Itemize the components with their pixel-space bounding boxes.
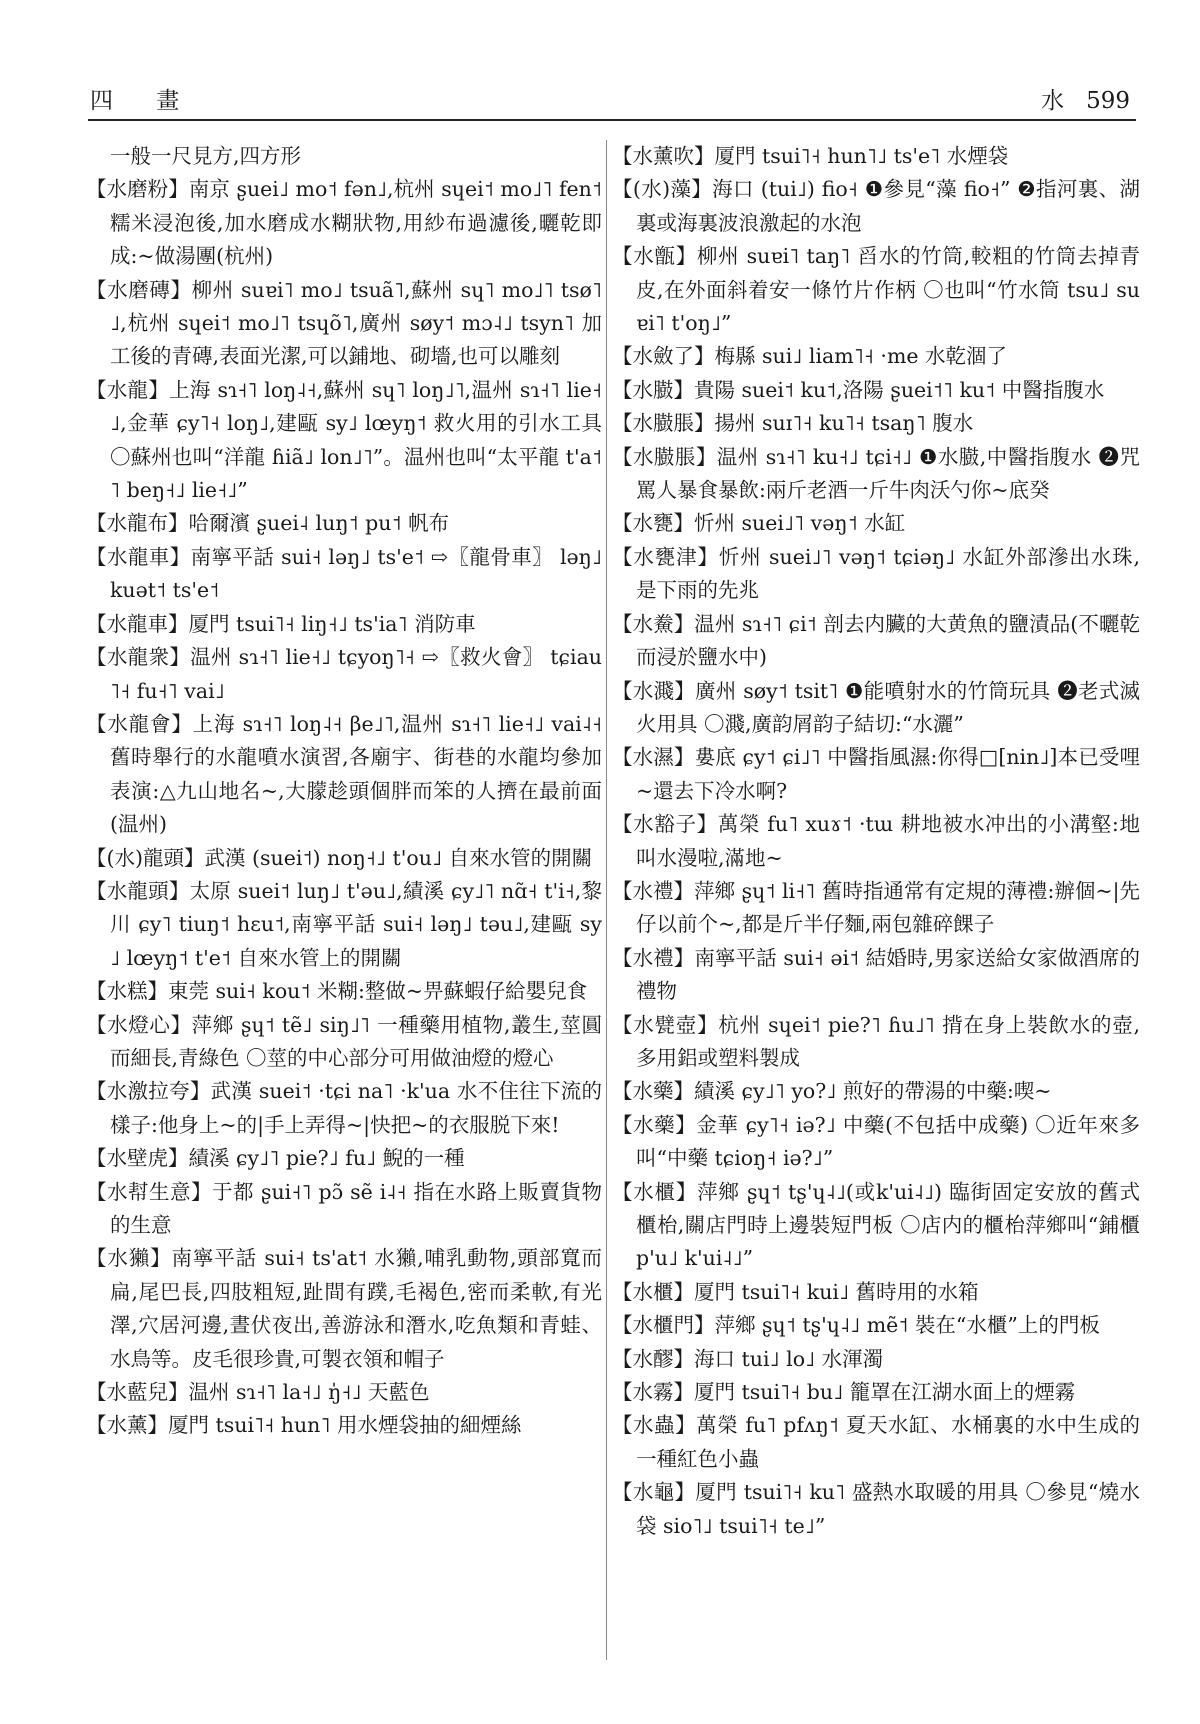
- dictionary-entry: 【水磨磚】柳州 suɐi˥ mo˩ tsuã˥,蘇州 sɥ˥ mo˩˥ tsø˥˩,杭州 sɥei˦ mo˩˥ tsɥõ˥,廣州 søy˦ mɔ˨˩ tsyn˥ 加工後的青磚,表面光潔,可以鋪地、砌墻,也可以雕刻: [86, 277, 602, 369]
- dictionary-entry: 【水霧】厦門 tsui˥˧ bu˩ 籠罩在江湖水面上的煙霧: [612, 1380, 1076, 1405]
- dictionary-entry: 【水斂了】梅縣 sui˩ liam˥˧ ·me 水乾涸了: [612, 344, 1008, 369]
- dictionary-entry: 【水櫃門】萍鄉 ʂɥ˦ tʂ'ɥ˨˩ mẽ˦ 裝在“水櫃”上的門板: [612, 1313, 1100, 1338]
- header-rule: [88, 119, 1136, 121]
- dictionary-entry: 【水龍會】上海 sɿ˧˥ loŋ˨˧ βe˩˥,温州 sɿ˧˥ lie˧˩ vai˨˧ 舊時舉行的水龍噴水演習,各廟宇、街巷的水龍均參加表演:△九山地名~,大朦趁頭個胖而笨的人擠在最前面(温州): [86, 711, 602, 837]
- dictionary-entry: 【水龜】厦門 tsui˥˧ ku˥ 盛熱水取暖的用具 〇參見“燒水袋 sio˥˩ tsui˥˧ te˩”: [612, 1480, 1140, 1538]
- dictionary-entry: 【水龍車】南寧平話 sui˧ ləŋ˩ ts'e˦ ⇨〖龍骨車〗 ləŋ˩ kuət˦ ts'e˦: [86, 544, 602, 603]
- dictionary-entry: 【水醪】海口 tui˩ lo˩ 水渾濁: [612, 1346, 884, 1371]
- dictionary-entry: 【水蟲】萬榮 fu˥ pfʌŋ˦ 夏天水缸、水桶裏的水中生成的一種紅色小蟲: [612, 1413, 1140, 1471]
- dictionary-entry: 【水龍】上海 sɿ˧˥ loŋ˨˧,蘇州 sɥ˥ loŋ˩˥,温州 sɿ˧˥ lie˧˩,金華 ɕy˥˧ loŋ˩,建甌 sy˩ lœyŋ˦ 救火用的引水工具 〇蘇州也叫“洋龍 ɦiã˩ lon˩˥”。温州也叫“太平龍 t'a˦˥ beŋ˧˩ lie˧˩”: [86, 377, 602, 503]
- dictionary-entry: 【水甓壺】杭州 sɥei˦ pie?˥ ɦu˩˥ 揹在身上裝飲水的壺,多用鋁或塑料製成: [612, 1012, 1140, 1070]
- dictionary-entry: 【水甑】柳州 suɐi˥ taŋ˥ 舀水的竹筒,較粗的竹筒去掉青皮,在外面斜着安一條竹片作柄 〇也叫“竹水筒 tsu˩ suɐi˥ t'oŋ˩”: [612, 244, 1140, 336]
- dictionary-entry: 【水龍布】哈爾濱 ʂuei˨ luŋ˦ pu˦ 帆布: [86, 511, 450, 536]
- dictionary-entry: 一般一尺見方,四方形: [110, 144, 302, 168]
- page-number: 599: [1086, 88, 1130, 114]
- dictionary-entry: 【水糕】東莞 sui˧ kou˦ 米糊:整做~畀蘇蝦仔給嬰兒食: [86, 979, 588, 1004]
- dictionary-entry: 【水禮】南寧平話 sui˧ əi˦ 結婚時,男家送給女家做酒席的禮物: [612, 945, 1140, 1004]
- page-header: [88, 78, 1136, 118]
- dictionary-entry: 【水激拉夸】武漢 suei˦ ·tɕi na˥ ·k'ua 水不住往下流的樣子:他身上~的|手上弄得~|快把~的衣服脱下來!: [86, 1079, 602, 1137]
- section-title: 四 畫: [90, 88, 198, 114]
- dictionary-entry: 【水龍衆】温州 sɿ˧˥ lie˧˩ tɕyoŋ˥˧ ⇨〖救火會〗 tɕiau˥˧ fu˧˥ vai˩: [86, 645, 602, 703]
- dictionary-entry: 【水幇生意】于都 ʂui˧˥ pɔ̃ sẽ i˨˧ 指在水路上販賣貨物的生意: [86, 1179, 602, 1237]
- dictionary-entry: 【水臌脹】温州 sɿ˧˥ ku˧˩ tɕi˧˩ ❶水臌,中醫指腹水 ❷咒罵人暴食暴飲:兩斤老酒一斤牛肉沃勺你~底癸: [612, 444, 1140, 503]
- header-character: 水: [1041, 88, 1065, 114]
- dictionary-entry: 【(水)藻】海口 (tui˩) fio˧ ❶參見“藻 fio˧” ❷指河裏、湖裏或海裏波浪激起的水泡: [612, 177, 1140, 235]
- dictionary-entry: 【水櫃】萍鄉 ʂɥ˦ tʂ'ɥ˨˩(或k'ui˨˩) 臨街固定安放的舊式櫃枱,關店門時上邊裝短門板 〇店内的櫃枱萍鄉叫“鋪櫃 p'u˩ k'ui˨˩”: [612, 1179, 1140, 1271]
- dictionary-entry: 【水燈心】萍鄉 ʂɥ˦ tẽ˩ siŋ˩˥ 一種藥用植物,叢生,莖圓而細長,青綠色 〇莖的中心部分可用做油燈的燈心: [86, 1012, 602, 1070]
- column-divider: [606, 140, 607, 1660]
- dictionary-entry: 【水禮】萍鄉 ʂɥ˦ li˧˥ 舊時指通常有定規的薄禮:辦個~|先仔以前个~,都是斤半仔麵,兩包雜碎餜子: [612, 878, 1140, 937]
- dictionary-entry: 【水豁子】萬榮 fu˥ xuɤ˦ ·tɯ 耕地被水冲出的小溝壑:地叫水漫啦,滿地~: [612, 812, 1140, 870]
- dictionary-entry: 【水藍兒】温州 sɿ˧˥ la˧˩ ŋ̍˧˩ 天藍色: [86, 1380, 430, 1405]
- dictionary-entry: 【水臌】貴陽 suei˦ ku˦,洛陽 ʂuei˦˥ ku˦ 中醫指腹水: [612, 377, 1105, 402]
- dictionary-entry: 【水龍車】厦門 tsui˥˧ liŋ˧˩ ts'ia˥ 消防車: [86, 611, 476, 636]
- dictionary-entry: 【水濕】婁底 ɕy˦ ɕi˩˥ 中醫指風濕:你得□[nin˩]本已受哩~還去下冷水啊?: [612, 745, 1140, 803]
- right-column: [612, 140, 1140, 1700]
- dictionary-entry: 【水濺】廣州 søy˦ tsit˥ ❶能噴射水的竹筒玩具 ❷老式滅火用具 〇濺,廣韵屑韵子結切:“水灑”: [612, 678, 1140, 736]
- dictionary-entry: 【水薰吹】厦門 tsui˥˧ hun˥˩ ts'e˥ 水煙袋: [612, 144, 1009, 168]
- dictionary-entry: 【水甕津】忻州 suei˩˥ vəŋ˦ tɕiəŋ˩ 水缸外部滲出水珠,是下雨的先兆: [612, 544, 1140, 603]
- dictionary-entry: 【水藥】績溪 ɕy˩˥ yo?˩ 煎好的帶湯的中藥:喫~: [612, 1079, 1052, 1104]
- dictionary-entry: 【水薰】厦門 tsui˥˧ hun˥ 用水煙袋抽的細煙絲: [86, 1413, 522, 1438]
- dictionary-entry: 【水壁虎】績溪 ɕy˩˥ pie?˩ fu˩ 鯢的一種: [86, 1146, 465, 1171]
- page-header-right: [1041, 82, 1130, 115]
- dictionary-entry: 【水磨粉】南京 ʂuei˩ mo˦ fən˩,杭州 sɥei˦ mo˩˥ fen˦ 糯米浸泡後,加水磨成水糊狀物,用紗布過濾後,曬乾即成:~做湯團(杭州): [86, 177, 602, 269]
- dictionary-entry: 【水臌脹】揚州 suɪ˥˧ ku˥˧ tsaŋ˥ 腹水: [612, 411, 974, 436]
- left-column: [86, 140, 602, 1700]
- dictionary-entry: 【水獺】南寧平話 sui˧ ts'at˦ 水獺,哺乳動物,頭部寬而扁,尾巴長,四肢粗短,趾間有蹼,毛褐色,密而柔軟,有光澤,穴居河邊,晝伏夜出,善游泳和潛水,吃魚類和青蛙、水鳥等。皮毛很珍貴,可製衣領和帽子: [86, 1246, 602, 1371]
- dictionary-entry: 【水龍頭】太原 suei˦ luŋ˩ t'əu˩,績溪 ɕy˩˥ nɑ̃˧ t'i˧,黎川 ɕy˥ tiuŋ˦ hɛu˦,南寧平話 sui˧ ləŋ˩ təu˩,建甌 sy˩ lœyŋ˦ t'e˦ 自來水管上的開關: [86, 878, 602, 970]
- dictionary-entry: 【水櫃】厦門 tsui˥˧ kui˩ 舊時用的水箱: [612, 1279, 979, 1304]
- dictionary-entry: 【水藥】金華 ɕy˥˧ iə?˩ 中藥(不包括中成藥) 〇近年來多叫“中藥 tɕioŋ˧ iə?˩”: [612, 1112, 1140, 1171]
- dictionary-entry: 【(水)龍頭】武漢 (suei˦) noŋ˧˩ t'ou˩ 自來水管的開關: [86, 845, 593, 870]
- dictionary-entry: 【水甕】忻州 suei˩˥ vəŋ˦ 水缸: [612, 511, 906, 536]
- dictionary-entry: 【水鮝】温州 sɿ˧˥ ɕi˦ 剖去内臟的大黄魚的鹽漬品(不曬乾而浸於鹽水中): [612, 611, 1140, 670]
